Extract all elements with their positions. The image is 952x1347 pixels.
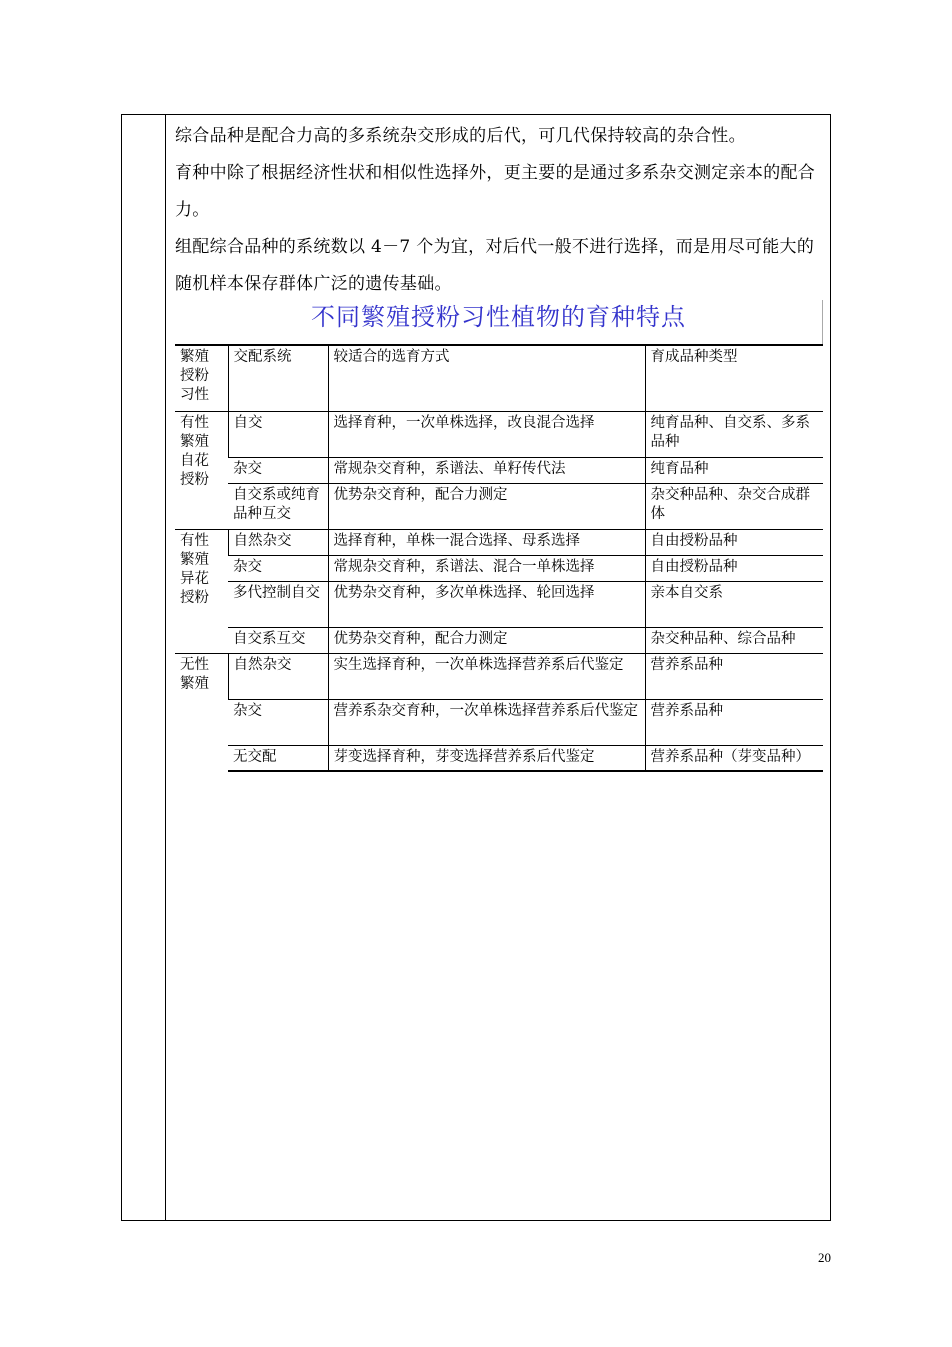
mating-cell: 多代控制自交 (228, 581, 328, 627)
type-cell: 自由授粉品种 (645, 529, 823, 555)
table-row (175, 581, 823, 627)
table-header-row (175, 345, 823, 411)
habit-cell: 有性繁殖异花授粉 (175, 529, 228, 653)
habit-cell: 无性繁殖 (175, 653, 228, 771)
text-content (175, 118, 825, 303)
mating-cell: 自然杂交 (228, 529, 328, 555)
type-cell: 亲本自交系 (645, 581, 823, 627)
table-title: 不同繁殖授粉习性植物的育种特点 (175, 300, 823, 344)
type-cell: 纯育品种、自交系、多系品种 (645, 411, 823, 457)
mating-cell: 杂交 (228, 555, 328, 581)
table-row (175, 457, 823, 483)
paragraph-1: 综合品种是配合力高的多系统杂交形成的后代，可几代保持较高的杂合性。 (175, 126, 746, 146)
mating-cell: 杂交 (228, 457, 328, 483)
frame-divider (165, 114, 166, 1221)
mating-cell: 自交系或纯育品种互交 (228, 483, 328, 529)
table-row (175, 745, 823, 771)
header-type: 育成品种类型 (645, 345, 823, 411)
type-cell: 杂交种品种、综合品种 (645, 627, 823, 653)
type-cell: 纯育品种 (645, 457, 823, 483)
type-cell: 杂交种品种、杂交合成群体 (645, 483, 823, 529)
method-cell: 优势杂交育种，多次单株选择、轮回选择 (328, 581, 645, 627)
mating-cell: 自交系互交 (228, 627, 328, 653)
type-cell: 自由授粉品种 (645, 555, 823, 581)
method-cell: 芽变选择育种，芽变选择营养系后代鉴定 (328, 745, 645, 771)
page-number: 20 (818, 1250, 831, 1265)
mating-cell: 杂交 (228, 699, 328, 745)
habit-cell: 有性繁殖自花授粉 (175, 411, 228, 529)
mating-cell: 无交配 (228, 745, 328, 771)
method-cell: 营养系杂交育种，一次单株选择营养系后代鉴定 (328, 699, 645, 745)
table-row (175, 529, 823, 555)
method-cell: 选择育种，单株一混合选择、母系选择 (328, 529, 645, 555)
table-row (175, 555, 823, 581)
header-method: 较适合的选育方式 (328, 345, 645, 411)
method-cell: 常规杂交育种，系谱法、混合一单株选择 (328, 555, 645, 581)
method-cell: 实生选择育种，一次单株选择营养系后代鉴定 (328, 653, 645, 699)
table-row (175, 653, 823, 699)
mating-cell: 自然杂交 (228, 653, 328, 699)
table-row (175, 411, 823, 457)
table-row (175, 627, 823, 653)
type-cell: 营养系品种 (645, 653, 823, 699)
paragraph-3: 组配综合品种的系统数以 4－7 个为宜，对后代一般不进行选择，而是用尽可能大的随机样本保存群体广泛的遗传基础。 (175, 237, 815, 294)
method-cell: 优势杂交育种，配合力测定 (328, 483, 645, 529)
breeding-table-section (175, 300, 823, 772)
mating-cell: 自交 (228, 411, 328, 457)
header-habit: 繁殖授粉习性 (175, 345, 228, 411)
table-row (175, 699, 823, 745)
paragraph-2: 育种中除了根据经济性状和相似性选择外，更主要的是通过多系杂交测定亲本的配合力。 (175, 163, 816, 220)
breeding-table (175, 344, 823, 772)
type-cell: 营养系品种（芽变品种） (645, 745, 823, 771)
type-cell: 营养系品种 (645, 699, 823, 745)
method-cell: 优势杂交育种，配合力测定 (328, 627, 645, 653)
method-cell: 常规杂交育种，系谱法、单籽传代法 (328, 457, 645, 483)
method-cell: 选择育种，一次单株选择，改良混合选择 (328, 411, 645, 457)
header-mating: 交配系统 (228, 345, 328, 411)
table-row (175, 483, 823, 529)
